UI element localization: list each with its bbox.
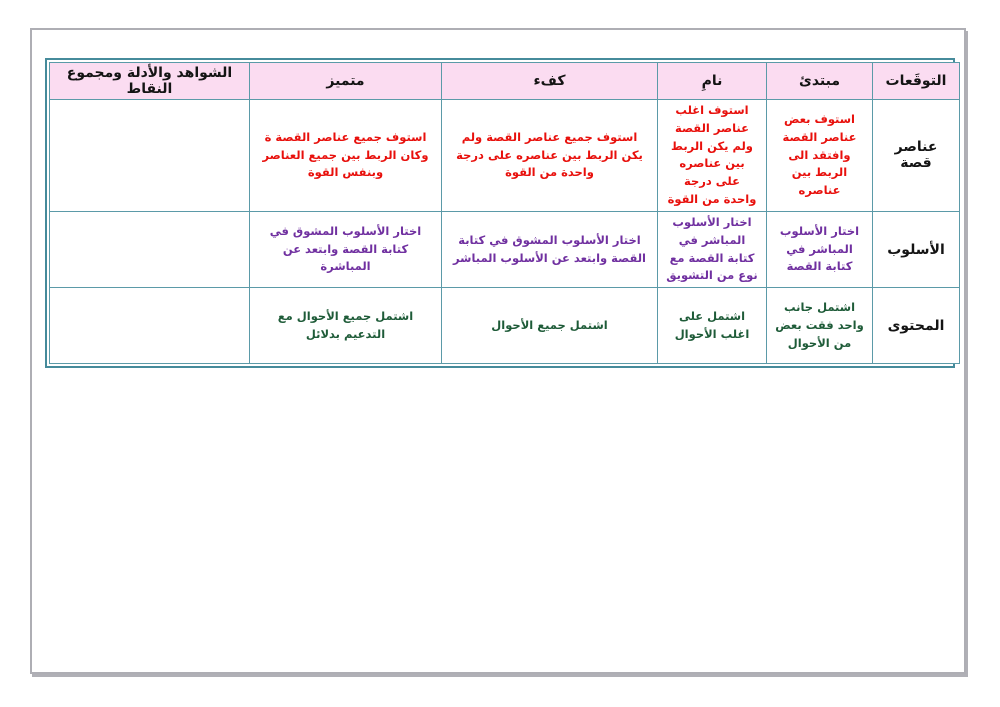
column-header-evidence-points: الشواهد والأدلة ومجموع النقاط [50,63,250,100]
cell-content-beginner: اشتمل جانب واحد فقت بعض من الأحوال [767,288,873,364]
cell-content-distinguished: اشتمل جميع الأحوال مع التدعيم بدلائل [250,288,442,364]
cell-story-elements-competent: استوف جميع عناصر القصة ولم يكن الربط بين عناصره على درجة واحدة من القوة [442,100,658,212]
cell-story-elements-distinguished: استوف جميع عناصر القصة ة وكان الربط بين جميع العناصر وبنفس القوة [250,100,442,212]
cell-story-elements-developing: استوف اغلب عناصر القصة ولم يكن الربط بين عناصره على درجة واحدة من القوة [658,100,767,212]
cell-style-competent: اختار الأسلوب المشوق في كتابة القصة وابتعد عن الأسلوب المباشر [442,211,658,287]
cell-style-beginner: اختار الأسلوب المباشر في كتابة القصة [767,211,873,287]
row-header-content: المحتوى [873,288,960,364]
row-header-story-elements: عناصر قصة [873,100,960,212]
column-header-distinguished: متميز [250,63,442,100]
cell-content-developing: اشتمل على اغلب الأحوال [658,288,767,364]
table-row-story-elements [50,100,960,212]
document-page [30,28,966,674]
rubric-table [49,62,960,364]
cell-style-evidence [50,211,250,287]
row-header-style: الأسلوب [873,211,960,287]
column-header-developing: نامِ [658,63,767,100]
rubric-table-frame [45,58,955,368]
column-header-expectations: التوقَعات [873,63,960,100]
table-row-style [50,211,960,287]
table-row-content [50,288,960,364]
header-row [50,63,960,100]
column-header-beginner: مبتدئ [767,63,873,100]
cell-content-evidence [50,288,250,364]
cell-style-distinguished: اختار الأسلوب المشوق في كتابة القصة وابتعد عن المباشرة [250,211,442,287]
cell-story-elements-evidence [50,100,250,212]
cell-story-elements-beginner: استوف بعض عناصر القصة وافتقد الى الربط بين عناصره [767,100,873,212]
column-header-competent: كفء [442,63,658,100]
cell-style-developing: اختار الأسلوب المباشر في كتابة القصة مع نوع من التشويق [658,211,767,287]
cell-content-competent: اشتمل جميع الأحوال [442,288,658,364]
